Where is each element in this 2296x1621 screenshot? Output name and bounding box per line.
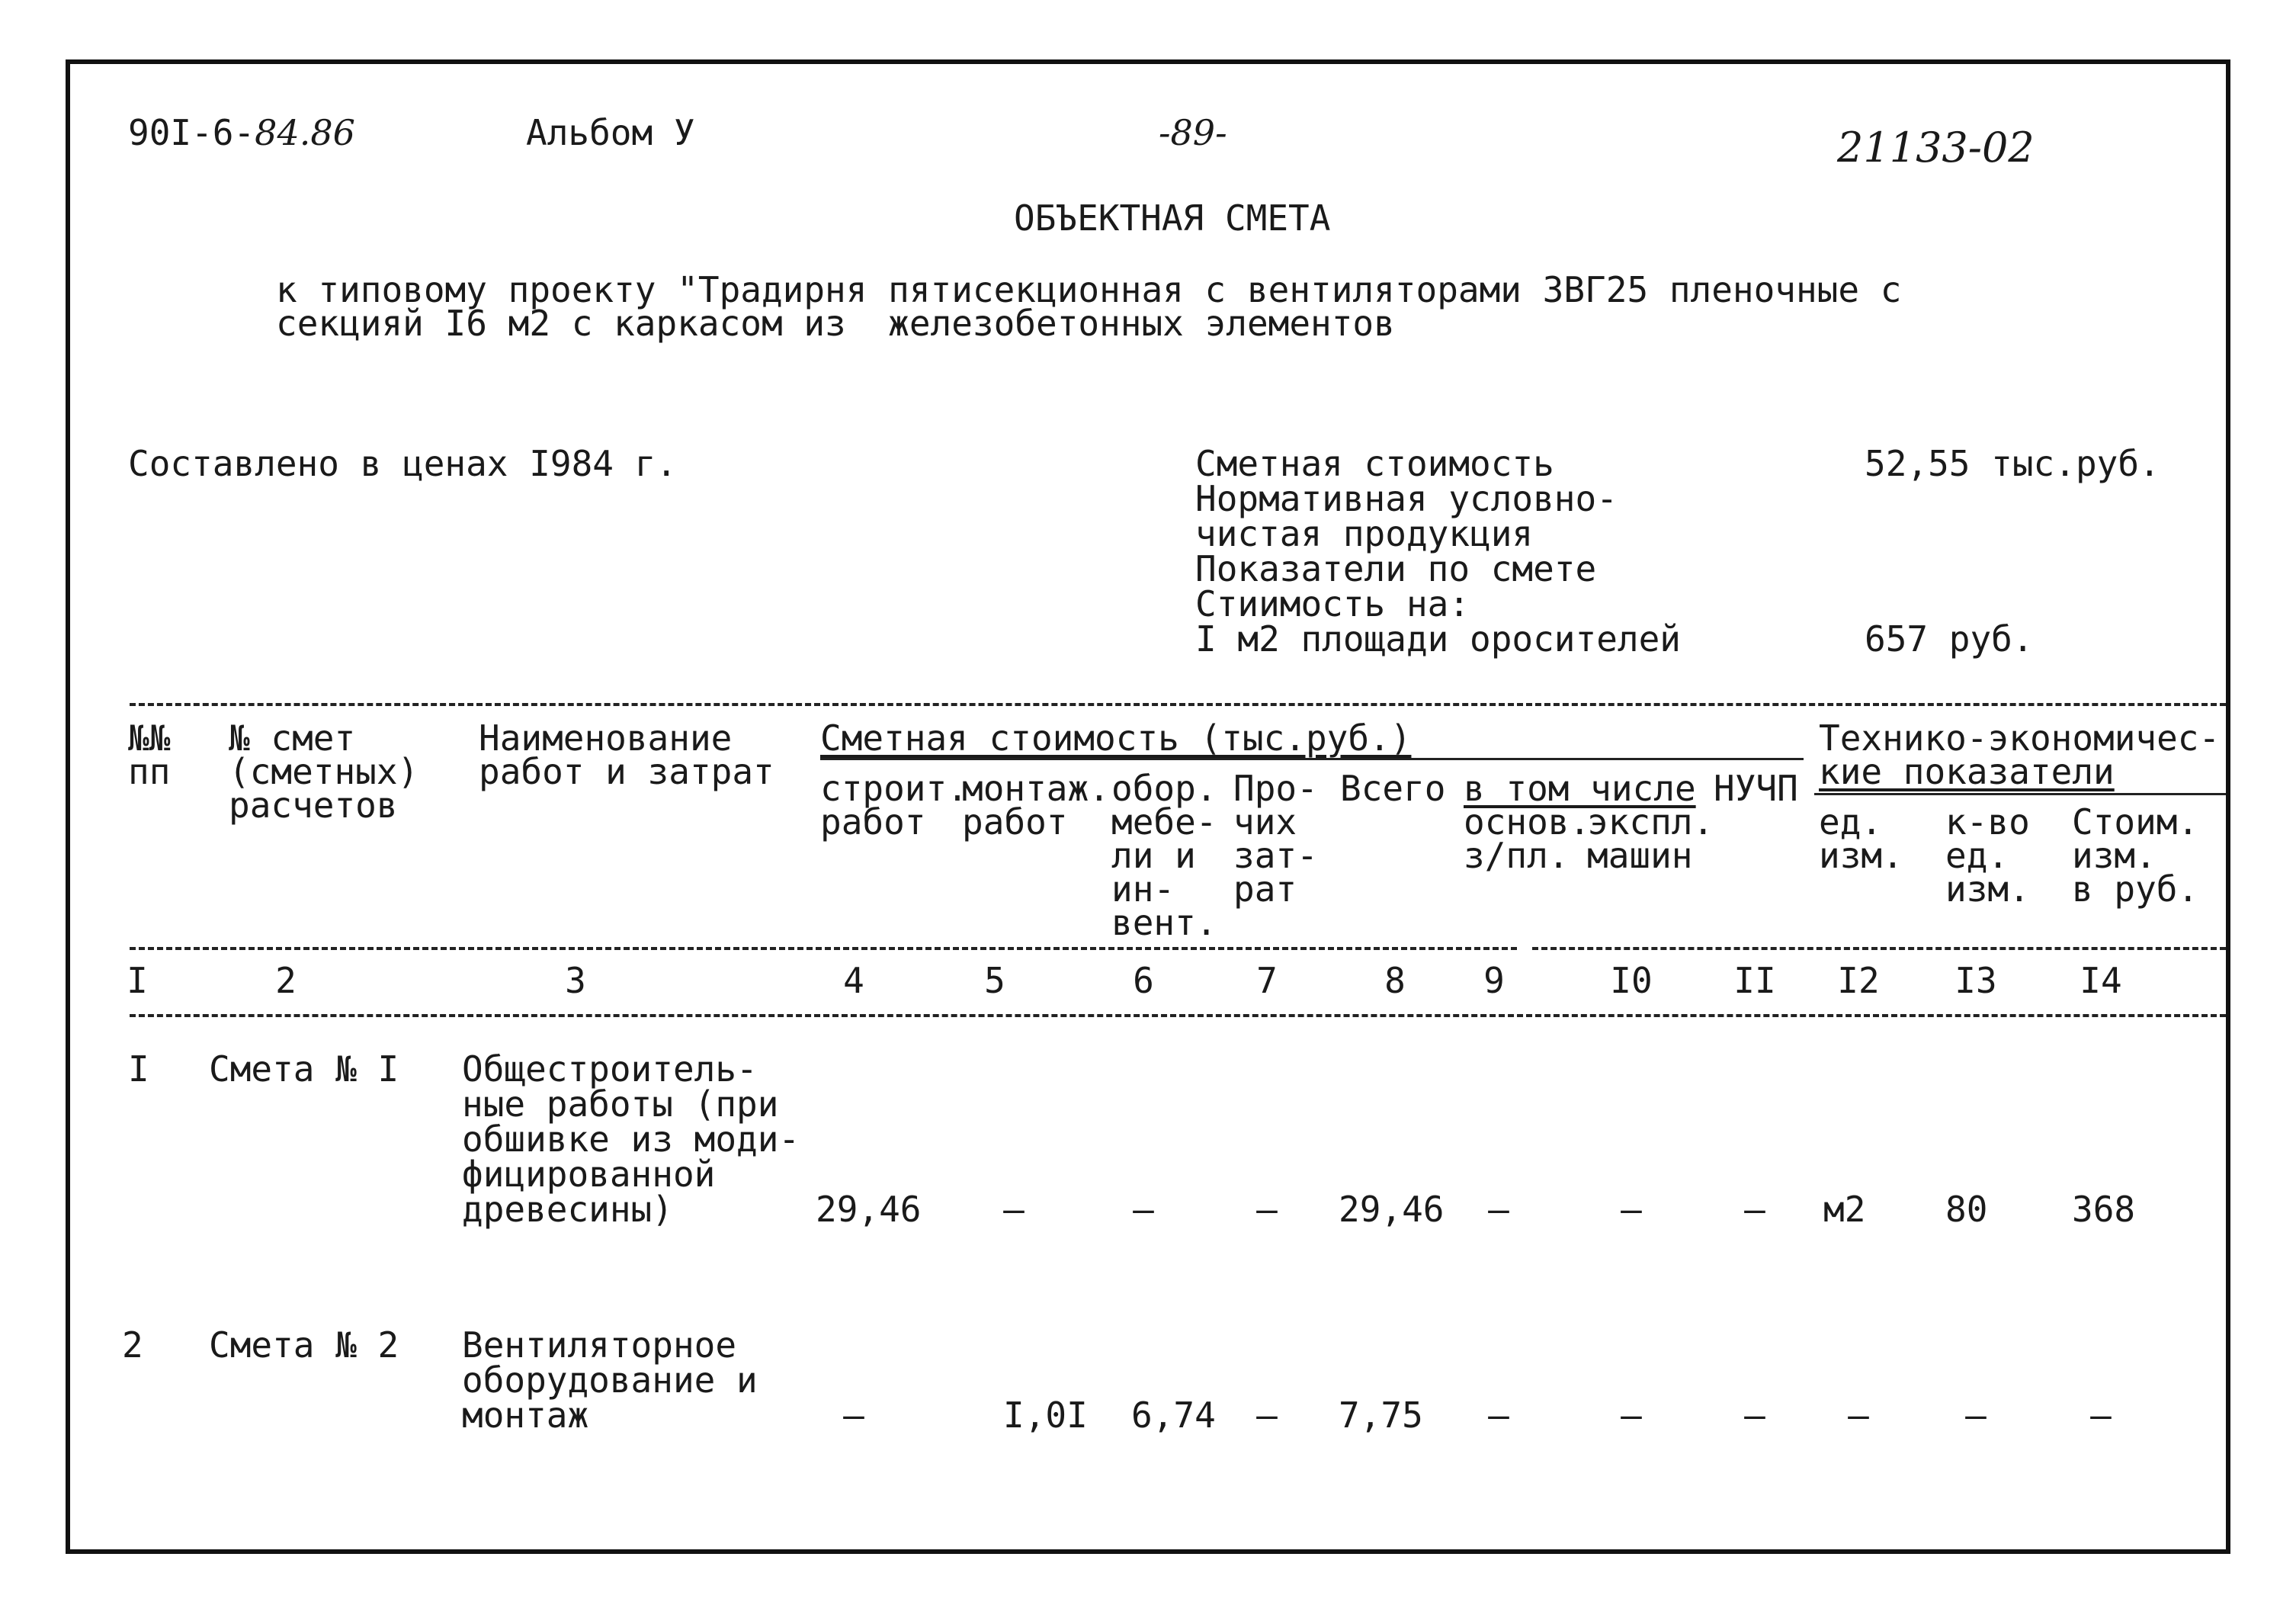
column-number: I2 bbox=[1837, 960, 1880, 1001]
row-number: 2 bbox=[122, 1324, 143, 1366]
header-cell: ин- bbox=[1111, 868, 1175, 910]
header-cell: пп bbox=[128, 751, 171, 792]
column-number: 4 bbox=[843, 960, 864, 1001]
construction-cost: – bbox=[843, 1395, 864, 1436]
header-cell: ли и bbox=[1111, 835, 1196, 876]
document-number: 21133-02 bbox=[1837, 124, 2035, 172]
unit: – bbox=[1848, 1395, 1869, 1436]
column-number: I4 bbox=[2080, 960, 2122, 1001]
work-name: ные работы (при bbox=[462, 1083, 779, 1125]
total-cost: 29,46 bbox=[1339, 1189, 1445, 1230]
column-number: 2 bbox=[275, 960, 297, 1001]
other-cost: – bbox=[1256, 1189, 1278, 1230]
summary-line: Стиимость на: bbox=[1195, 583, 1470, 624]
header-cell: основ. bbox=[1464, 801, 1591, 843]
header-cell: изм. bbox=[1819, 835, 1903, 876]
cost-per-m2-value: 657 руб. bbox=[1865, 618, 2034, 660]
construction-cost: 29,46 bbox=[816, 1189, 922, 1230]
header-cell: Про- bbox=[1233, 768, 1318, 809]
header-cell: в руб. bbox=[2072, 868, 2199, 910]
header-cell: изм. bbox=[1945, 868, 2030, 910]
header-cell: зат- bbox=[1233, 835, 1318, 876]
header-cell: работ и затрат bbox=[479, 751, 774, 792]
header-cell: работ bbox=[820, 801, 926, 843]
header-cell: к-во bbox=[1945, 801, 2030, 843]
quantity: 80 bbox=[1945, 1189, 1988, 1230]
work-name: Вентиляторное bbox=[462, 1324, 737, 1366]
header-cell: Стоим. bbox=[2072, 801, 2199, 843]
header-cell: чих bbox=[1233, 801, 1297, 843]
work-name: фицированной bbox=[462, 1154, 716, 1195]
estimate-ref: Смета № 2 bbox=[209, 1324, 399, 1366]
header-cell: монтаж. bbox=[962, 768, 1110, 809]
summary-line: Показатели по смете bbox=[1195, 548, 1597, 589]
project-description-line2: секцияй I6 м2 с каркасом из железобетонных элементов bbox=[276, 303, 1395, 344]
equipment-cost: 6,74 bbox=[1131, 1395, 1216, 1436]
installation-cost: – bbox=[1003, 1189, 1025, 1230]
document-code: 90I-6-84.86 bbox=[128, 112, 355, 153]
unit-cost: 368 bbox=[2072, 1189, 2136, 1230]
prices-note: Составлено в ценах I984 г. bbox=[128, 443, 678, 484]
base-wages: – bbox=[1488, 1189, 1509, 1230]
unit: м2 bbox=[1823, 1189, 1866, 1230]
summary-line: I м2 площади оросителей bbox=[1195, 618, 1681, 660]
summary-line: Сметная стоимость bbox=[1195, 443, 1554, 484]
header-cell: обор. bbox=[1111, 768, 1217, 809]
header-cell: изм. bbox=[2072, 835, 2157, 876]
total-cost: 7,75 bbox=[1339, 1395, 1423, 1436]
quantity: – bbox=[1965, 1395, 1987, 1436]
work-name: древесины) bbox=[462, 1189, 673, 1230]
column-number: I3 bbox=[1954, 960, 1997, 1001]
header-cell: мебе- bbox=[1111, 801, 1217, 843]
album-label: Альбом У bbox=[526, 112, 695, 153]
header-cell: расчетов bbox=[229, 785, 398, 826]
header-cell: № смет bbox=[229, 717, 356, 759]
header-cell: машин bbox=[1587, 835, 1693, 876]
column-number: I bbox=[127, 960, 148, 1001]
header-cell: строит. bbox=[820, 768, 968, 809]
nuchp-value: – bbox=[1744, 1395, 1765, 1436]
header-cell: Наименование bbox=[479, 717, 733, 759]
installation-cost: I,0I bbox=[1003, 1395, 1088, 1436]
header-cell: ед. bbox=[1945, 835, 2009, 876]
column-number: II bbox=[1733, 960, 1776, 1001]
column-number: 8 bbox=[1384, 960, 1406, 1001]
nuchp-value: – bbox=[1744, 1189, 1765, 1230]
machine-cost: – bbox=[1621, 1395, 1642, 1436]
header-cell: Всего bbox=[1340, 768, 1446, 809]
machine-cost: – bbox=[1621, 1189, 1642, 1230]
header-bottom-rule bbox=[1532, 947, 2226, 950]
document-title: ОБЪЕКТНАЯ СМЕТА bbox=[1014, 197, 1331, 239]
work-name: оборудование и bbox=[462, 1359, 758, 1401]
page-number: -89- bbox=[1159, 112, 1227, 153]
unit-cost: – bbox=[2090, 1395, 2112, 1436]
estimated-cost-value: 52,55 тыс.руб. bbox=[1865, 443, 2160, 484]
other-cost: – bbox=[1256, 1395, 1278, 1436]
work-name: Общестроитель- bbox=[462, 1048, 758, 1090]
header-cell: в том числе bbox=[1464, 768, 1696, 809]
header-cell: кие показатели bbox=[1819, 751, 2115, 792]
column-number: 6 bbox=[1133, 960, 1154, 1001]
header-bottom-rule bbox=[130, 947, 1517, 950]
header-cell: работ bbox=[962, 801, 1068, 843]
estimate-ref: Смета № I bbox=[209, 1048, 399, 1090]
work-name: обшивке из моди- bbox=[462, 1119, 800, 1160]
summary-line: чистая продукция bbox=[1195, 513, 1534, 554]
header-cell: рат bbox=[1233, 868, 1297, 910]
project-description-line1: к типовому проекту "Традирня пятисекционная с вентиляторами ЗВГ25 пленочные с bbox=[276, 269, 1902, 310]
header-cell: экспл. bbox=[1587, 801, 1714, 843]
summary-line: Нормативная условно- bbox=[1195, 478, 1618, 519]
header-cell: з/пл. bbox=[1464, 835, 1570, 876]
row-number: I bbox=[128, 1048, 149, 1090]
column-number: 3 bbox=[565, 960, 586, 1001]
column-number: 5 bbox=[984, 960, 1005, 1001]
equipment-cost: – bbox=[1133, 1189, 1154, 1230]
column-number: I0 bbox=[1610, 960, 1653, 1001]
base-wages: – bbox=[1488, 1395, 1509, 1436]
header-cell: Сметная стоимость (тыс.руб.) bbox=[820, 717, 1412, 759]
header-cell: НУЧП bbox=[1714, 768, 1798, 809]
header-cell: №№ bbox=[128, 717, 171, 759]
header-cell: Технико-экономичес- bbox=[1819, 717, 2221, 759]
column-numbers-rule bbox=[130, 1014, 2226, 1017]
header-cell: ед. bbox=[1819, 801, 1883, 843]
header-cell: (сметных) bbox=[229, 751, 419, 792]
header-cell: вент. bbox=[1111, 902, 1217, 943]
column-number: 7 bbox=[1256, 960, 1278, 1001]
work-name: монтаж bbox=[462, 1395, 589, 1436]
column-number: 9 bbox=[1483, 960, 1505, 1001]
table-top-rule bbox=[130, 703, 2226, 706]
tech-group-rule bbox=[1814, 793, 2226, 795]
